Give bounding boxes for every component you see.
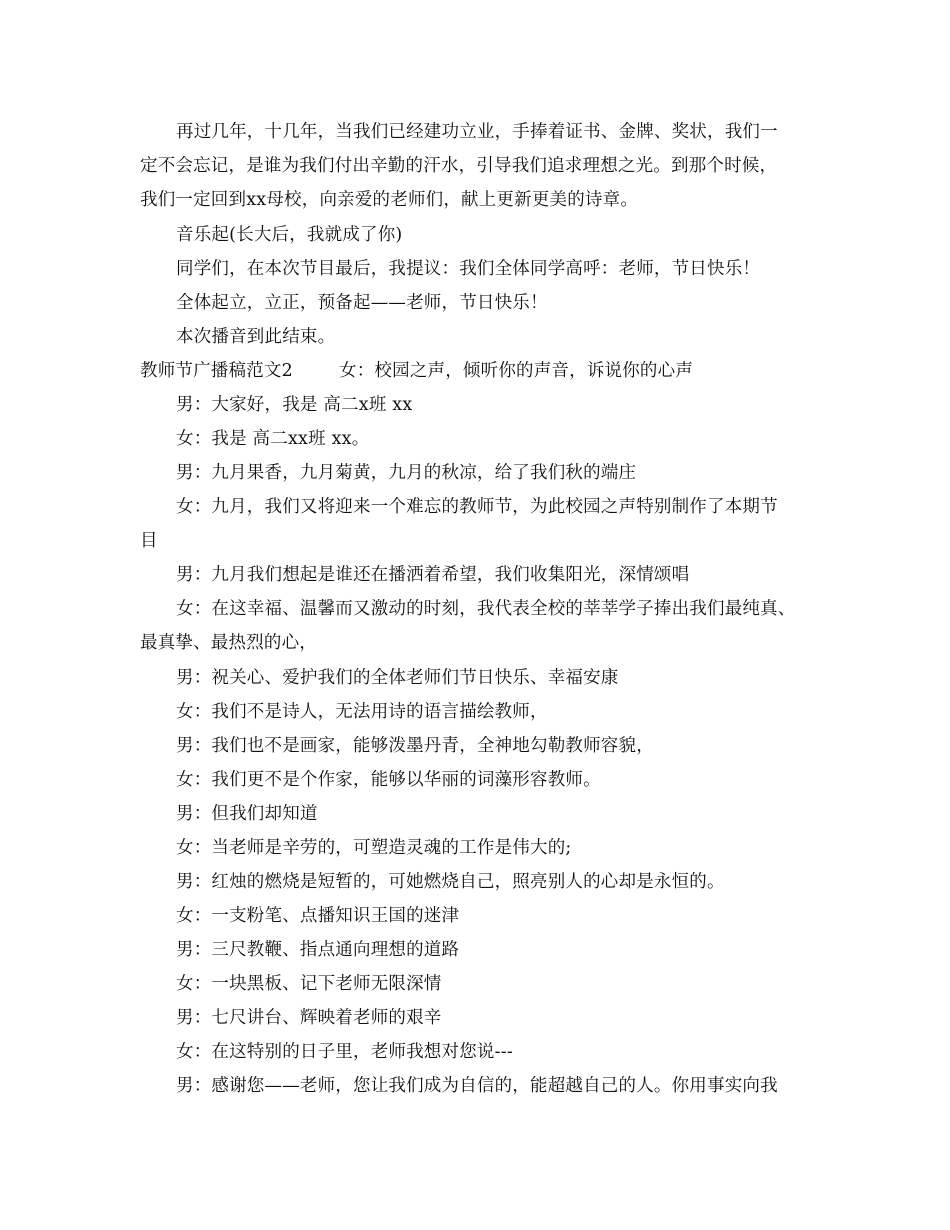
dialogue-line: 女：我们更不是个作家，能够以华丽的词藻形容教师。 bbox=[176, 770, 601, 790]
dialogue-line: 女：我们不是诗人，无法用诗的语言描绘教师， bbox=[176, 702, 548, 722]
dialogue-line: 女：一块黑板、记下老师无限深情 bbox=[176, 974, 442, 994]
dialogue-line: 男：七尺讲台、辉映着老师的艰辛 bbox=[176, 1008, 442, 1028]
dialogue-line: 女：当老师是辛劳的，可塑造灵魂的工作是伟大的; bbox=[176, 838, 572, 858]
dialogue-line: 女：在这幸福、温馨而又激动的时刻，我代表全校的莘莘学子捧出我们最纯真、 bbox=[176, 599, 796, 619]
dialogue-line: 女：九月，我们又将迎来一个难忘的教师节，为此校园之声特别制作了本期节 bbox=[176, 497, 778, 517]
paragraph-line: 再过几年，十几年，当我们已经建功立业，手捧着证书、金牌、奖状，我们一 bbox=[176, 122, 778, 142]
dialogue-line: 男：九月我们想起是谁还在播洒着希望，我们收集阳光，深情颂唱 bbox=[176, 565, 690, 585]
dialogue-line: 目 bbox=[140, 531, 158, 551]
paragraph-line: 全体起立，立正，预备起——老师，节日快乐！ bbox=[176, 293, 548, 313]
dialogue-line: 女：我是 高二xx班 xx。 bbox=[176, 429, 370, 449]
paragraph-line: 我们一定回到xx母校，向亲爱的老师们，献上更新更美的诗章。 bbox=[140, 190, 639, 210]
dialogue-line: 男：大家好，我是 高二x班 xx bbox=[176, 395, 413, 415]
dialogue-line: 女：一支粉笔、点播知识王国的迷津 bbox=[176, 906, 460, 926]
paragraph-line: 本次播音到此结束。 bbox=[176, 327, 336, 347]
dialogue-line: 男：祝关心、爱护我们的全体老师们节日快乐、幸福安康 bbox=[176, 668, 619, 688]
dialogue-line: 男：感谢您——老师，您让我们成为自信的，能超越自己的人。你用事实向我 bbox=[176, 1076, 778, 1096]
dialogue-line: 最真挚、最热烈的心， bbox=[140, 633, 317, 653]
dialogue-line: 女：在这特别的日子里，老师我想对您说--- bbox=[176, 1042, 513, 1062]
paragraph-line: 定不会忘记，是谁为我们付出辛勤的汗水，引导我们追求理想之光。到那个时候， bbox=[140, 156, 778, 176]
dialogue-line: 男：三尺教鞭、指点通向理想的道路 bbox=[176, 940, 460, 960]
dialogue-line: 男：红烛的燃烧是短暂的，可她燃烧自己，照亮别人的心却是永恒的。 bbox=[176, 872, 725, 892]
dialogue-line: 男：九月果香，九月菊黄，九月的秋凉，给了我们秋的端庄 bbox=[176, 463, 637, 483]
paragraph-line: 音乐起(长大后，我就成了你) bbox=[176, 225, 403, 245]
section-heading-line: 教师节广播稿范文2 女：校园之声，倾听你的声音，诉说你的心声 bbox=[140, 361, 694, 381]
paragraph-line: 同学们，在本次节目最后，我提议：我们全体同学高呼：老师，节日快乐！ bbox=[176, 259, 761, 279]
dialogue-line: 男：我们也不是画家，能够泼墨丹青，全神地勾勒教师容貌， bbox=[176, 736, 654, 756]
dialogue-line: 男：但我们却知道 bbox=[176, 804, 318, 824]
